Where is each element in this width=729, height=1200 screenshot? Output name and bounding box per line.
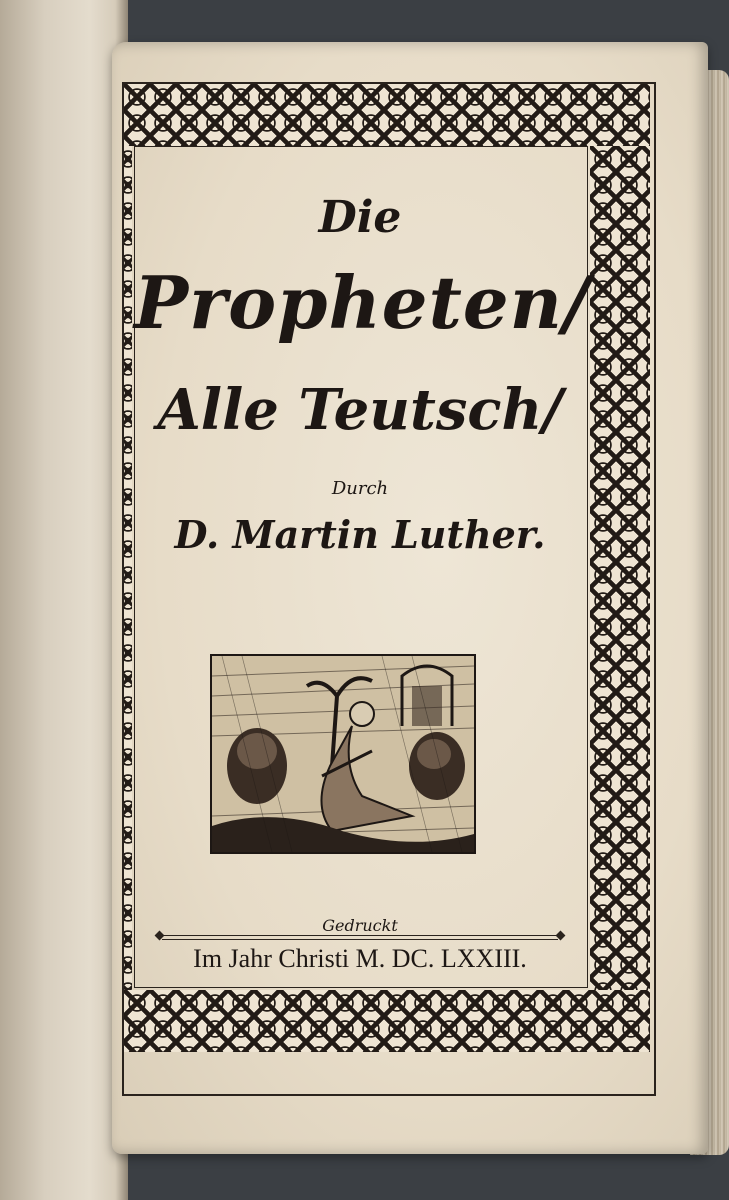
imprint-year: Im Jahr Christi M. DC. LXXIII. bbox=[193, 944, 527, 973]
by-label: Durch bbox=[331, 478, 389, 499]
title-page bbox=[112, 42, 708, 1154]
imprint-rule bbox=[162, 935, 558, 940]
printed-label: Gedruckt bbox=[322, 916, 398, 935]
author-name: D. Martin Luther. bbox=[174, 512, 546, 557]
woodcut-illustration-icon bbox=[210, 654, 476, 854]
facing-page bbox=[0, 0, 128, 1200]
title-line-die: Die bbox=[318, 192, 402, 243]
title-line-alle-teutsch: Alle Teutsch/ bbox=[157, 377, 563, 443]
title-line-propheten: Propheten/ bbox=[134, 260, 591, 345]
